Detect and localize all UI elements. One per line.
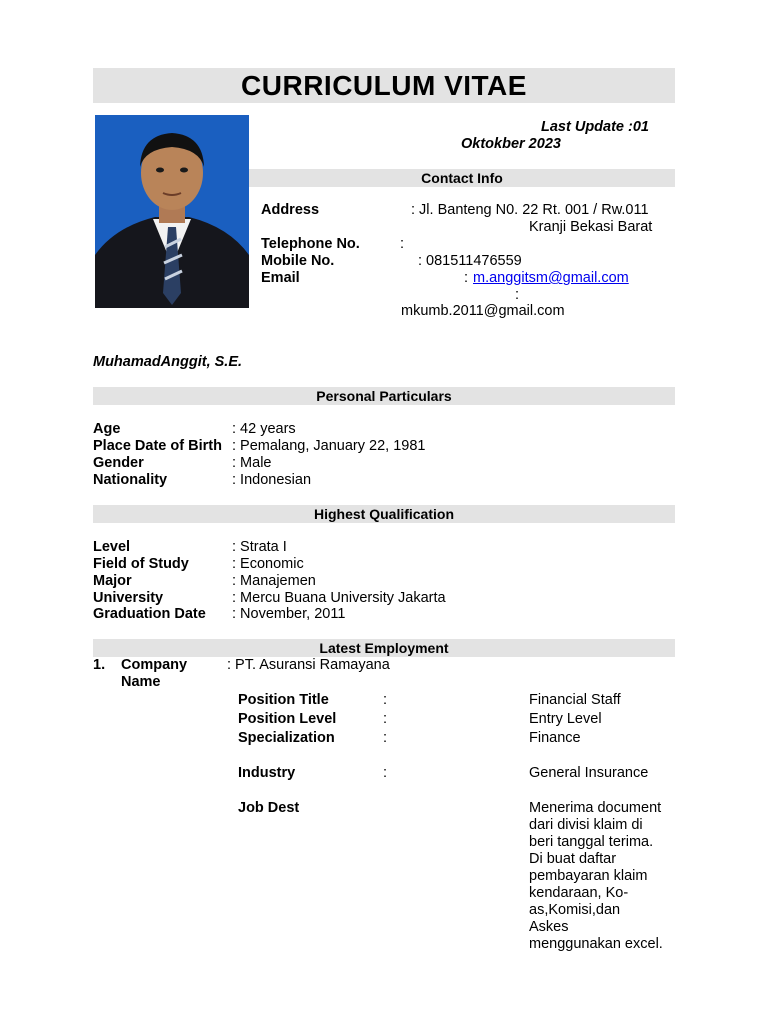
address-line2: Kranji Bekasi Barat [529, 219, 653, 235]
job-desc-line: Di buat daftar [529, 851, 617, 867]
field-of-study-value: : Economic [232, 556, 304, 572]
major-label: Major [93, 573, 132, 589]
address-line1: : Jl. Banteng N0. 22 Rt. 001 / Rw.011 [411, 202, 649, 218]
email-secondary: mkumb.2011@gmail.com [401, 303, 565, 319]
job-desc-line: Askes [529, 919, 569, 935]
job-desc-line: pembayaran klaim [529, 868, 648, 884]
birth-label: Place Date of Birth [93, 438, 222, 454]
latest-employment-header: Latest Employment [93, 639, 675, 657]
job-desc-line: menggunakan excel. [529, 936, 663, 952]
email-link-primary[interactable]: m.anggitsm@gmail.com [473, 270, 629, 286]
major-value: : Manajemen [232, 573, 316, 589]
contact-info-header: Contact Info [249, 169, 675, 187]
nationality-label: Nationality [93, 472, 168, 488]
company-value: : PT. Asuransi Ramayana [227, 657, 390, 673]
position-title-colon: : [383, 692, 388, 708]
level-value: : Strata I [232, 539, 287, 555]
birth-value: : Pemalang, January 22, 1981 [232, 438, 426, 454]
company-label-line1: Company [121, 657, 188, 673]
address-label: Address [261, 202, 320, 218]
job-desc-line: as,Komisi,dan [529, 902, 621, 918]
personal-particulars-header: Personal Particulars [93, 387, 675, 405]
position-title-label: Position Title [238, 692, 329, 708]
age-value: : 42 years [232, 421, 296, 437]
mobile-value: : 081511476559 [418, 253, 522, 269]
graduation-date-label: Graduation Date [93, 606, 206, 622]
position-level-label: Position Level [238, 711, 337, 727]
university-label: University [93, 590, 164, 606]
position-level-value: Entry Level [529, 711, 602, 727]
industry-value: General Insurance [529, 765, 649, 781]
position-title-value: Financial Staff [529, 692, 621, 708]
position-level-colon: : [383, 711, 388, 727]
email-label: Email [261, 270, 300, 286]
email2-colon: : [515, 287, 520, 303]
page-title: CURRICULUM VITAE [93, 68, 675, 103]
candidate-name: MuhamadAnggit, S.E. [93, 354, 243, 370]
industry-colon: : [383, 765, 388, 781]
job-desc-text [529, 800, 679, 953]
telephone-value: : [400, 236, 405, 252]
telephone-label: Telephone No. [261, 236, 360, 252]
gender-label: Gender [93, 455, 144, 471]
person-portrait-icon [95, 115, 249, 308]
email-colon: : [464, 270, 469, 286]
job-desc-line: kendaraan, Ko- [529, 885, 629, 901]
industry-label: Industry [238, 765, 296, 781]
job-desc-line: Menerima document [529, 800, 662, 816]
nationality-value: : Indonesian [232, 472, 312, 488]
specialization-value: Finance [529, 730, 581, 746]
gender-value: : Male [232, 455, 272, 471]
specialization-label: Specialization [238, 730, 335, 746]
specialization-colon: : [383, 730, 388, 746]
job-desc-line: dari divisi klaim di [529, 817, 643, 833]
job-desc-line: beri tanggal terima. [529, 834, 654, 850]
job-desc-label: Job Dest [238, 800, 300, 816]
profile-photo [95, 115, 249, 308]
field-of-study-label: Field of Study [93, 556, 189, 572]
age-label: Age [93, 421, 121, 437]
last-update-line1: Last Update :01 [541, 119, 649, 135]
university-value: : Mercu Buana University Jakarta [232, 590, 446, 606]
mobile-label: Mobile No. [261, 253, 335, 269]
last-update-line2: Oktokber 2023 [461, 136, 561, 152]
employment-number: 1. [93, 657, 106, 673]
level-label: Level [93, 539, 131, 555]
graduation-date-value: : November, 2011 [232, 606, 346, 622]
company-label-line2: Name [121, 674, 161, 690]
highest-qualification-header: Highest Qualification [93, 505, 675, 523]
